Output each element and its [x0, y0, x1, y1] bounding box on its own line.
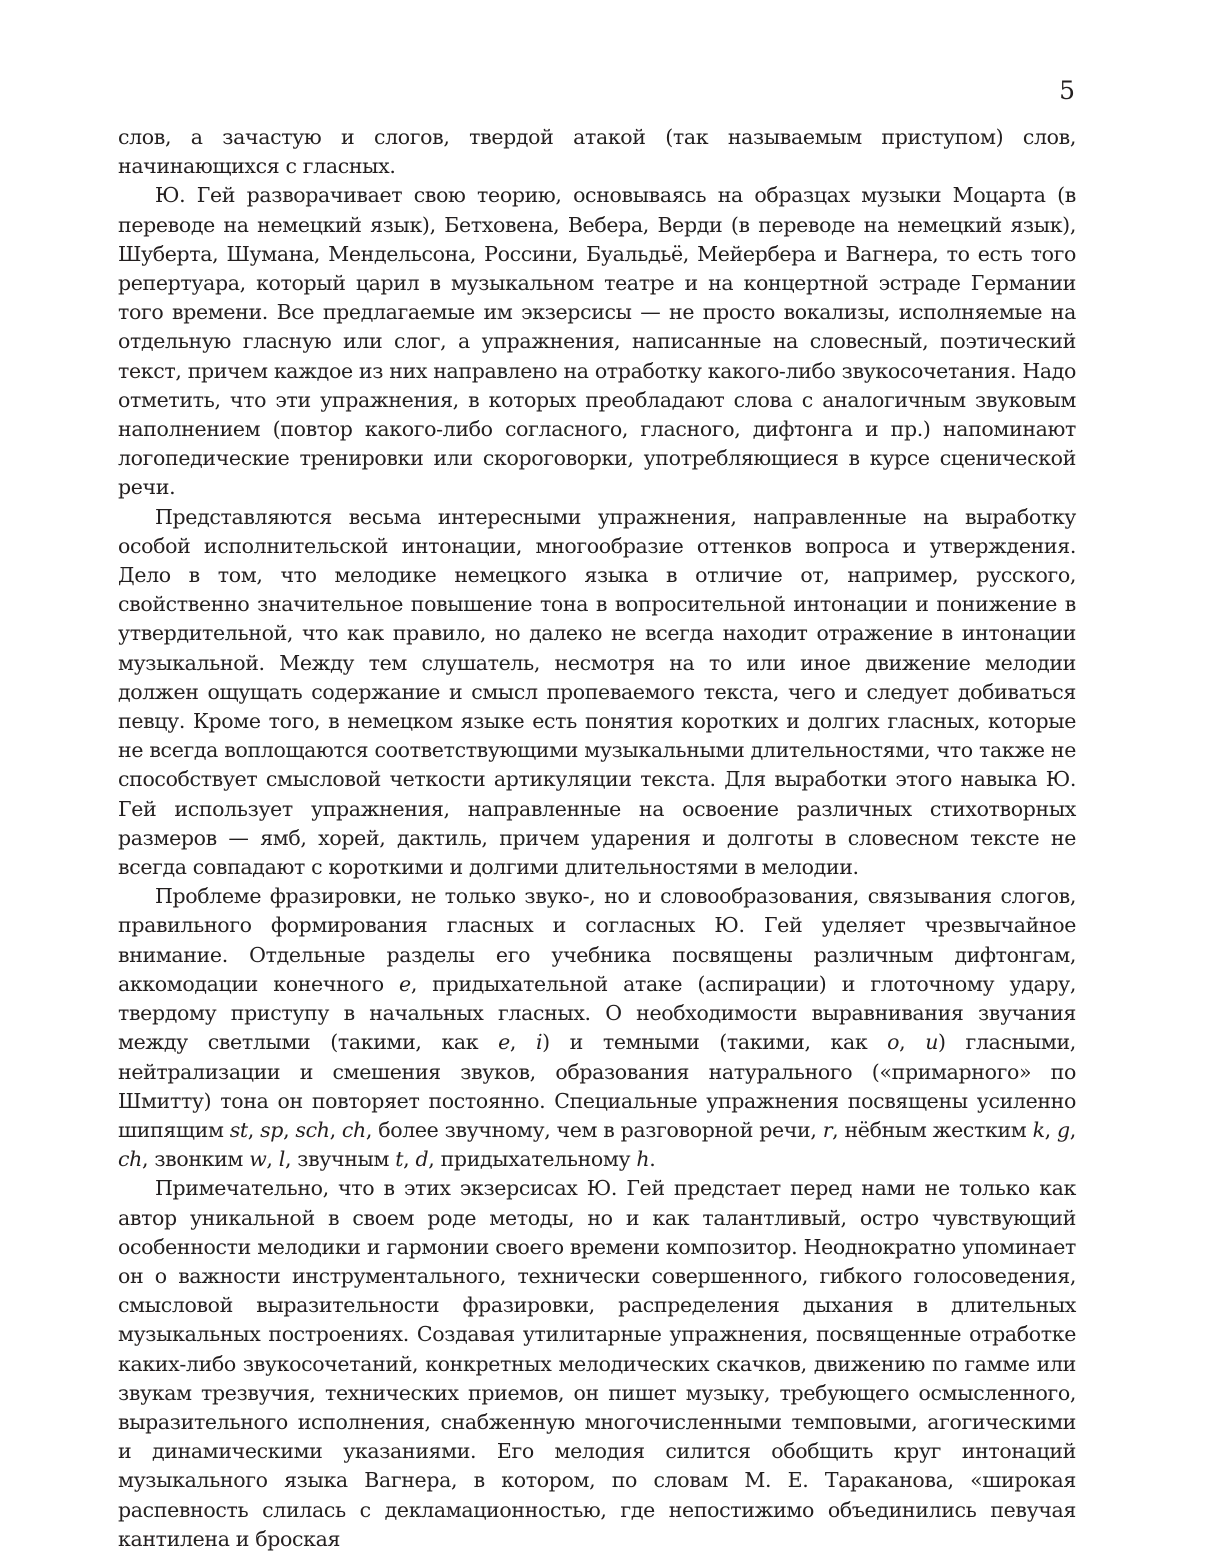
paragraph-4-text: , придыхательному	[428, 1147, 637, 1172]
paragraph-4-text: , придыхательной атаке (аспирации) и глоточному удару, твердому приступу в начальных гласных. О необходимости выравнивания звучания между светлыми (такими, как	[118, 971, 1076, 1055]
italic-letter: l	[278, 1147, 285, 1172]
italic-letter: st	[229, 1117, 248, 1142]
italic-letter: w	[249, 1147, 267, 1172]
italic-letter: t	[395, 1147, 404, 1172]
italic-letter: d	[415, 1147, 429, 1172]
italic-letter: u	[925, 1030, 939, 1055]
paragraph-5: Примечательно, что в этих экзерсисах Ю. Гей предстает перед нами не только как автор уникальной в своем роде методы, но и как талантливый, остро чувствующий особенности мелодики и гармонии своего времени композитор. Неоднократно упоминает он о важности инструментального, технически совершенного, гибкого голосоведения, смысловой выразительности фразировки, распределения дыхания в длительных музыкальных построениях. Создавая утилитарные упражнения, посвященные отработке каких-либо звукосочетаний, конкретных мелодических скачков, движению по гамме или звукам трезвучия, технических приемов, он пишет музыку, требующего осмысленного, выразительного исполнения, снабженную многочисленными темповыми, агогическими и динамическими указаниями. Его мелодия силится обобщить круг интонаций музыкального языка Вагнера, в котором, по словам М. Е. Тараканова, «широкая распевность слилась с декламационностью, где непостижимо объединились певучая кантилена и броская	[118, 1176, 1076, 1551]
paragraph-4-text: .	[649, 1147, 656, 1172]
paragraph-4-text: ,	[329, 1117, 342, 1142]
italic-letter: g	[1057, 1117, 1070, 1142]
paragraph-4-text: ,	[509, 1030, 536, 1055]
paragraph-4-text: ,	[266, 1147, 279, 1172]
body-text	[118, 123, 1076, 1554]
italic-letter: h	[636, 1147, 650, 1172]
paragraph-1: слов, а зачастую и слогов, твердой атакой (так называемым приступом) слов, начинающихся с гласных.	[118, 125, 1076, 179]
paragraph-4-text: ,	[899, 1030, 926, 1055]
italic-letter: r	[822, 1117, 833, 1142]
paragraph-4-text: ,	[1044, 1117, 1058, 1142]
paragraph-4-text: , более звучному, чем в разговорной речи,	[365, 1117, 823, 1142]
paragraph-4-text: , нёбным жестким	[832, 1117, 1033, 1142]
italic-letter: i	[535, 1030, 543, 1055]
paragraph-4-text: , звонким	[141, 1147, 250, 1172]
italic-letter: sp	[260, 1117, 284, 1142]
paragraph-4-text: ) гласными, нейтрализации и смешения звуков, образования натурального («примарного» по Шмитту) тона он повторяет постоянно. Специальные упражнения посвящены усиленно шипящим	[118, 1030, 1076, 1142]
paragraph-4-text: Проблеме фразировки, не только звуко-, но и словообразования, связывания слогов, правильного формирования гласных и согласных Ю. Гей уделяет чрезвычайное внимание. Отдельные разделы его учебника посвящены различным дифтонгам, аккомодации конечного	[118, 884, 1076, 996]
italic-letter: e	[498, 1030, 510, 1055]
italic-letter: k	[1032, 1117, 1045, 1142]
paragraph-3: Представляются весьма интересными упражнения, направленные на выработку особой исполнительской интонации, многообразие оттенков вопроса и утверждения. Дело в том, что мелодике немецкого языка в отличие от, например, русского, свойственно значительное повышение тона в вопросительной интонации и понижение в утвердительной, что как правило, но далеко не всегда находит отражение в интонации музыкальной. Между тем слушатель, несмотря на то или иное движение мелодии должен ощущать содержание и смысл пропеваемого текста, чего и следует добиваться певцу. Кроме того, в немецком языке есть понятия коротких и долгих гласных, которые не всегда воплощаются соответствующими музыкальными длительностями, что также не способствует смысловой четкости артикуляции текста. Для выработки этого навыка Ю. Гей использует упражнения, направленные на освоение различных стихотворных размеров — ямб, хорей, дактиль, причем ударения и долготы в словесном тексте не всегда совпадают с короткими и долгими длительностями в мелодии.	[118, 504, 1076, 880]
paragraph-4-text: ,	[283, 1117, 296, 1142]
italic-letter: o	[887, 1030, 900, 1055]
paragraph-4-text: , звучным	[284, 1147, 396, 1172]
paragraph-4-text: ,	[1069, 1117, 1076, 1142]
paragraph-4	[118, 882, 1076, 1174]
paragraph-4-text: ) и темными (такими, как	[542, 1030, 888, 1055]
italic-letter: e	[399, 971, 411, 996]
italic-letter: sch	[295, 1117, 330, 1142]
paragraph-2: Ю. Гей разворачивает свою теорию, основываясь на образцах музыки Моцарта (в переводе на немецкий язык), Бетховена, Вебера, Верди (в переводе на немецкий язык), Шуберта, Шумана, Мендельсона, Россини, Буальдьё, Мейербера и Вагнера, то есть того репертуара, который царил в музыкальном театре и на концертной эстраде Германии того времени. Все предлагаемые им экзерсисы — не просто вокализы, исполняемые на отдельную гласную или слог, а упражнения, написанные на словесный, поэтический текст, причем каждое из них направлено на отработку какого-либо звукосочетания. Надо отметить, что эти упражнения, в которых преобладают слова с аналогичным звуковым наполнением (повтор какого-либо согласного, гласного, дифтонга и пр.) напоминают логопедические тренировки или скороговорки, употребляющиеся в курсе сценической речи.	[118, 183, 1077, 500]
paragraph-4-text: ,	[403, 1147, 416, 1172]
page-number: 5	[1059, 76, 1075, 105]
paragraph-4-text: ,	[247, 1117, 261, 1142]
italic-letter: ch	[341, 1117, 366, 1142]
italic-letter: ch	[118, 1147, 142, 1172]
